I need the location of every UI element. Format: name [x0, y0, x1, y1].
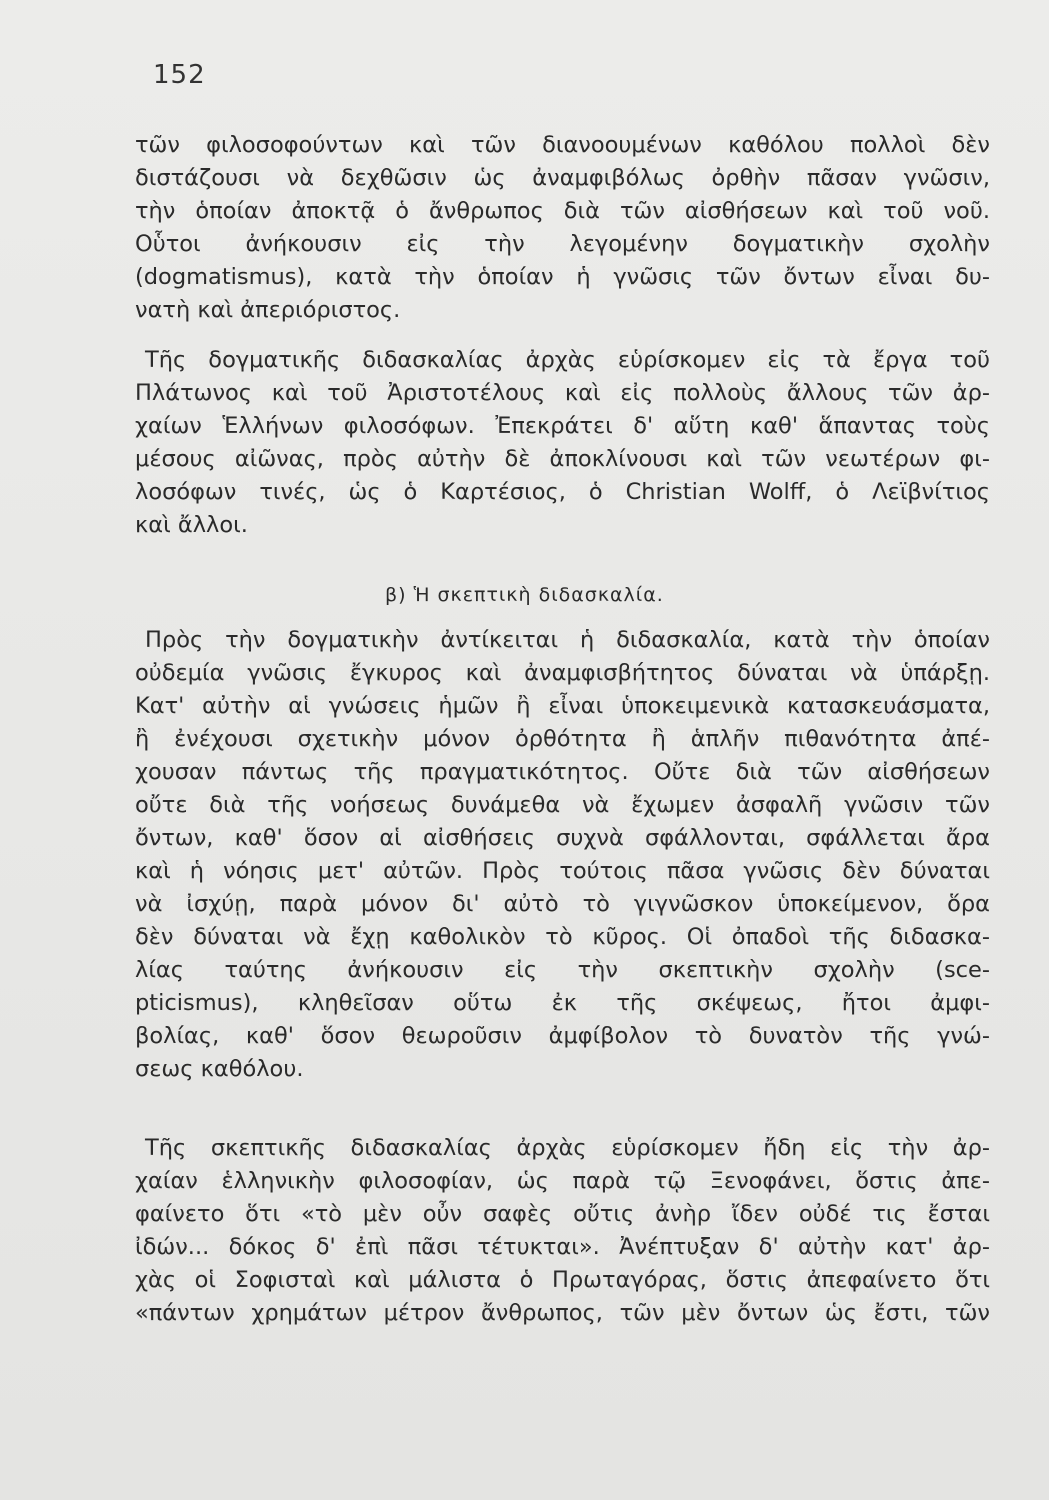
- text-line: καὶ ἡ νόησις μετ' αὐτῶν. Πρὸς τούτοις πᾶσα γνῶσις δὲν δύναται: [135, 858, 990, 884]
- text-line: βολίας, καθ' ὅσον θεωροῦσιν ἀμφίβολον τὸ δυνατὸν τῆς γνώ-: [135, 1023, 990, 1049]
- text-line: Πλάτωνος καὶ τοῦ Ἀριστοτέλους καὶ εἰς πολλοὺς ἄλλους τῶν ἀρ-: [135, 380, 990, 406]
- text-line: διστάζουσι νὰ δεχθῶσιν ὡς ἀναμφιβόλως ὀρθὴν πᾶσαν γνῶσιν,: [135, 165, 990, 191]
- text-line: λίας ταύτης ἀνήκουσιν εἰς τὴν σκεπτικὴν σχολὴν (sce-: [135, 957, 990, 983]
- text-line: «πάντων χρημάτων μέτρον ἄνθρωπος, τῶν μὲν ὄντων ὡς ἔστι, τῶν: [135, 1300, 990, 1326]
- text-line: τῶν φιλοσοφούντων καὶ τῶν διανοουμένων καθόλου πολλοὶ δὲν: [135, 132, 990, 158]
- text-line: χουσαν πάντως τῆς πραγματικότητος. Οὔτε διὰ τῶν αἰσθήσεων: [135, 759, 990, 785]
- text-line: τὴν ὁποίαν ἀποκτᾷ ὁ ἄνθρωπος διὰ τῶν αἰσθήσεων καὶ τοῦ νοῦ.: [135, 198, 990, 224]
- text-line: (dogmatismus), κατὰ τὴν ὁποίαν ἡ γνῶσις τῶν ὄντων εἶναι δυ-: [135, 264, 990, 290]
- paragraph-scepticism: [135, 624, 990, 1086]
- paragraph-sceptic-origins: [135, 1132, 990, 1330]
- text-line: ἢ ἐνέχουσι σχετικὴν μόνον ὀρθότητα ἢ ἁπλῆν πιθανότητα ἀπέ-: [135, 726, 990, 752]
- text-line: σεως καθόλου.: [135, 1056, 304, 1082]
- paragraph-dogmatic-origins: [135, 344, 990, 542]
- text-line: Οὗτοι ἀνήκουσιν εἰς τὴν λεγομένην δογματικὴν σχολὴν: [135, 231, 990, 257]
- text-line: pticismus), κληθεῖσαν οὕτω ἐκ τῆς σκέψεως, ἤτοι ἀμφι-: [135, 990, 990, 1016]
- text-line: χαίων Ἑλλήνων φιλοσόφων. Ἐπεκράτει δ' αὕτη καθ' ἅπαντας τοὺς: [135, 413, 990, 439]
- text-line: Κατ' αὐτὴν αἱ γνώσεις ἡμῶν ἢ εἶναι ὑποκειμενικὰ κατασκευάσματα,: [135, 693, 990, 719]
- text-line: Τῆς δογματικῆς διδασκαλίας ἀρχὰς εὑρίσκομεν εἰς τὰ ἔργα τοῦ: [145, 347, 990, 373]
- text-line: λοσόφων τινές, ὡς ὁ Καρτέσιος, ὁ Christian Wolff, ὁ Λεϊβνίτιος: [135, 479, 990, 505]
- text-line: νατὴ καὶ ἀπεριόριστος.: [135, 297, 401, 323]
- text-line: φαίνετο ὅτι «τὸ μὲν οὖν σαφὲς οὔτις ἀνὴρ ἴδεν οὐδέ τις ἔσται: [135, 1201, 990, 1227]
- section-heading: β) Ἡ σκεπτικὴ διδασκαλία.: [385, 584, 664, 606]
- text-line: καὶ ἄλλοι.: [135, 512, 248, 538]
- text-line: νὰ ἰσχύῃ, παρὰ μόνον δι' αὐτὸ τὸ γιγνῶσκον ὑποκείμενον, ὅρα: [135, 891, 990, 917]
- text-line: χαίαν ἑλληνικὴν φιλοσοφίαν, ὡς παρὰ τῷ Ξενοφάνει, ὅστις ἀπε-: [135, 1168, 990, 1194]
- text-line: οὔτε διὰ τῆς νοήσεως δυνάμεθα νὰ ἔχωμεν ἀσφαλῆ γνῶσιν τῶν: [135, 792, 990, 818]
- text-line: Τῆς σκεπτικῆς διδασκαλίας ἀρχὰς εὑρίσκομεν ἤδη εἰς τὴν ἀρ-: [145, 1135, 990, 1161]
- text-line: Πρὸς τὴν δογματικὴν ἀντίκειται ἡ διδασκαλία, κατὰ τὴν ὁποίαν: [145, 627, 990, 653]
- text-line: χὰς οἱ Σοφισταὶ καὶ μάλιστα ὁ Πρωταγόρας, ὅστις ἀπεφαίνετο ὅτι: [135, 1267, 990, 1293]
- page-number: 152: [153, 60, 206, 90]
- text-line: ἰδών... δόκος δ' ἐπὶ πᾶσι τέτυκται». Ἀνέπτυξαν δ' αὐτὴν κατ' ἀρ-: [135, 1234, 990, 1260]
- text-line: οὐδεμία γνῶσις ἔγκυρος καὶ ἀναμφισβήτητος δύναται νὰ ὑπάρξῃ.: [135, 660, 990, 686]
- text-line: ὄντων, καθ' ὅσον αἱ αἰσθήσεις συχνὰ σφάλλονται, σφάλλεται ἄρα: [135, 825, 990, 851]
- paragraph-dogmatism: [135, 129, 990, 327]
- text-line: δὲν δύναται νὰ ἔχῃ καθολικὸν τὸ κῦρος. Οἱ ὀπαδοὶ τῆς διδασκα-: [135, 924, 990, 950]
- text-line: μέσους αἰῶνας, πρὸς αὐτὴν δὲ ἀποκλίνουσι καὶ τῶν νεωτέρων φι-: [135, 446, 990, 472]
